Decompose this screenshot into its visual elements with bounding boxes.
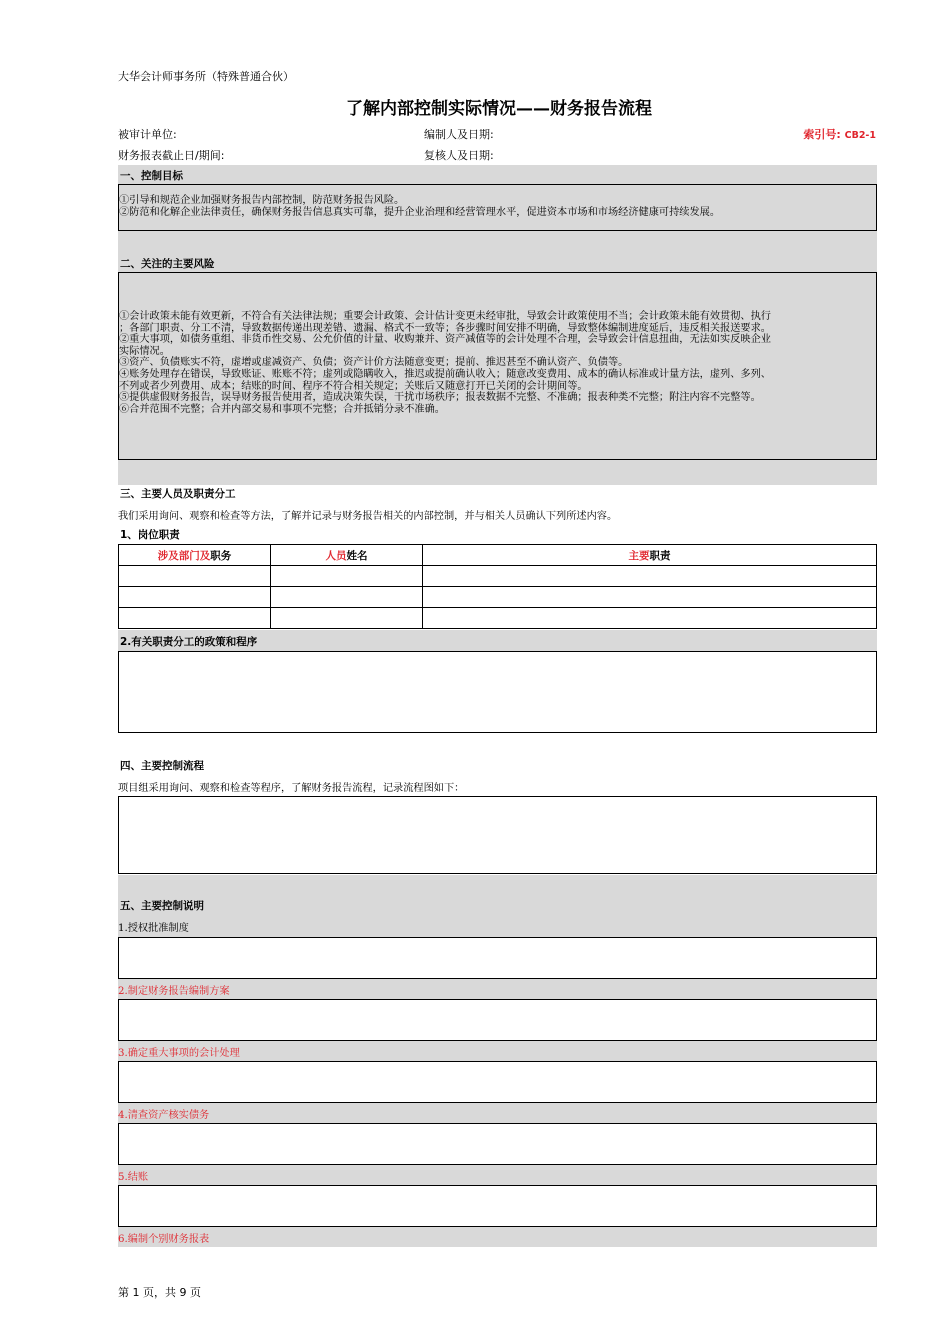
control-item-input[interactable] (118, 1123, 877, 1165)
control-item-input[interactable] (118, 1185, 877, 1227)
table-cell[interactable] (119, 608, 271, 629)
subsection-heading: 1、岗位职责 (120, 529, 180, 541)
index-number (803, 126, 876, 142)
period-label: 财务报表截止日/期间: (118, 149, 225, 162)
column-header: 涉及部门及职务 (119, 545, 271, 566)
risk-line: 不列或者少列费用、成本；结账的时间、程序不符合相关规定；关账后又随意打开已关闭的会计期间等。 (119, 380, 588, 392)
page-title: 了解内部控制实际情况——财务报告流程 (346, 99, 652, 119)
table-cell[interactable] (271, 587, 423, 608)
risk-line: ⑤提供虚假财务报告，误导财务报告使用者，造成决策失误，干扰市场秩序；报表数据不完整、不准确；报表种类不完整；附注内容不完整等。 (119, 392, 761, 404)
table-row (119, 587, 877, 608)
risk-line: ②重大事项，如债务重组、非货币性交易、公允价值的计量、收购兼并、资产减值等的会计处理不合理，会导致会计信息扭曲，无法如实反映企业 (119, 334, 771, 346)
control-item-label: 5.结账 (118, 1172, 149, 1183)
table-row (119, 566, 877, 587)
policy-band (118, 630, 877, 651)
section-intro: 项目组采用询问、观察和检查等程序，了解财务报告流程，记录流程图如下： (118, 783, 465, 794)
audited-unit-label: 被审计单位: (118, 128, 177, 141)
table-cell[interactable] (423, 608, 877, 629)
policy-input-box[interactable] (118, 651, 877, 733)
reviewer-label: 复核人及日期: (424, 149, 494, 162)
table-cell[interactable] (119, 587, 271, 608)
control-item-input[interactable] (118, 999, 877, 1041)
risk-line: ④账务处理存在错误，导致账证、账账不符；虚列或隐瞒收入，推迟或提前确认收入；随意改变费用、成本的确认标准或计量方法，虚列、多列、 (119, 368, 771, 380)
section-heading: 三、主要人员及职责分工 (120, 488, 236, 500)
section-heading: 一、控制目标 (120, 170, 183, 182)
table-cell[interactable] (119, 566, 271, 587)
section-heading: 二、关注的主要风险 (120, 258, 215, 270)
section-intro: 我们采用询问、观察和检查等方法，了解并记录与财务报告相关的内部控制，并与相关人员确认下列所述内容。 (118, 511, 618, 522)
risk-line: ；各部门职责、分工不清，导致数据传递出现差错、遗漏、格式不一致等；各步骤时间安排不明确，导致整体编制进度延后，违反相关报送要求。 (119, 322, 771, 334)
page-number: 第 1 页，共 9 页 (118, 1286, 201, 1299)
risk-line: ⑥合并范围不完整；合并内部交易和事项不完整；合并抵销分录不准确。 (119, 403, 445, 415)
preparer-label: 编制人及日期: (424, 128, 494, 141)
column-header: 人员姓名 (271, 545, 423, 566)
table-cell[interactable] (271, 566, 423, 587)
table-header-row (119, 545, 877, 566)
control-objectives-box (118, 184, 877, 231)
control-item-input[interactable] (118, 937, 877, 979)
risk-line: ①会计政策未能有效更新，不符合有关法律法规；重要会计政策、会计估计变更未经审批，导致会计政策使用不当；会计政策未能有效贯彻、执行 (119, 311, 771, 322)
control-item-label: 6.编制个别财务报表 (118, 1234, 210, 1245)
control-item-label: 2.制定财务报告编制方案 (118, 986, 230, 997)
risk-line: 实际情况。 (119, 345, 170, 357)
index-value: CB2-1 (844, 130, 876, 141)
table-cell[interactable] (423, 587, 877, 608)
table-row (119, 608, 877, 629)
control-item-label: 4.清查资产核实债务 (118, 1110, 210, 1121)
subsection-heading: 2.有关职责分工的政策和程序 (120, 636, 258, 648)
control-item-label: 1.授权批准制度 (118, 923, 189, 934)
table-cell[interactable] (271, 608, 423, 629)
section-heading: 四、主要控制流程 (120, 760, 204, 772)
objective-line: ①引导和规范企业加强财务报告内部控制，防范财务报告风险。 (119, 195, 405, 206)
table-cell[interactable] (423, 566, 877, 587)
firm-name: 大华会计师事务所（特殊普通合伙） (118, 70, 294, 83)
control-item-input[interactable] (118, 1061, 877, 1103)
flowchart-box[interactable] (118, 796, 877, 874)
index-label: 索引号: (803, 128, 841, 141)
section-heading: 五、主要控制说明 (120, 900, 204, 912)
position-duties-table (118, 544, 877, 629)
objective-line: ②防范和化解企业法律责任，确保财务报告信息真实可靠，提升企业治理和经营管理水平，促进资本市场和市场经济健康可持续发展。 (119, 206, 721, 218)
risk-line: ③资产、负债账实不符，虚增或虚减资产、负债；资产计价方法随意变更；提前、推迟甚至不确认资产、负债等。 (119, 357, 629, 369)
control-item-label: 3.确定重大事项的会计处理 (118, 1048, 240, 1059)
main-risks-box (118, 272, 877, 460)
column-header: 主要职责 (423, 545, 877, 566)
